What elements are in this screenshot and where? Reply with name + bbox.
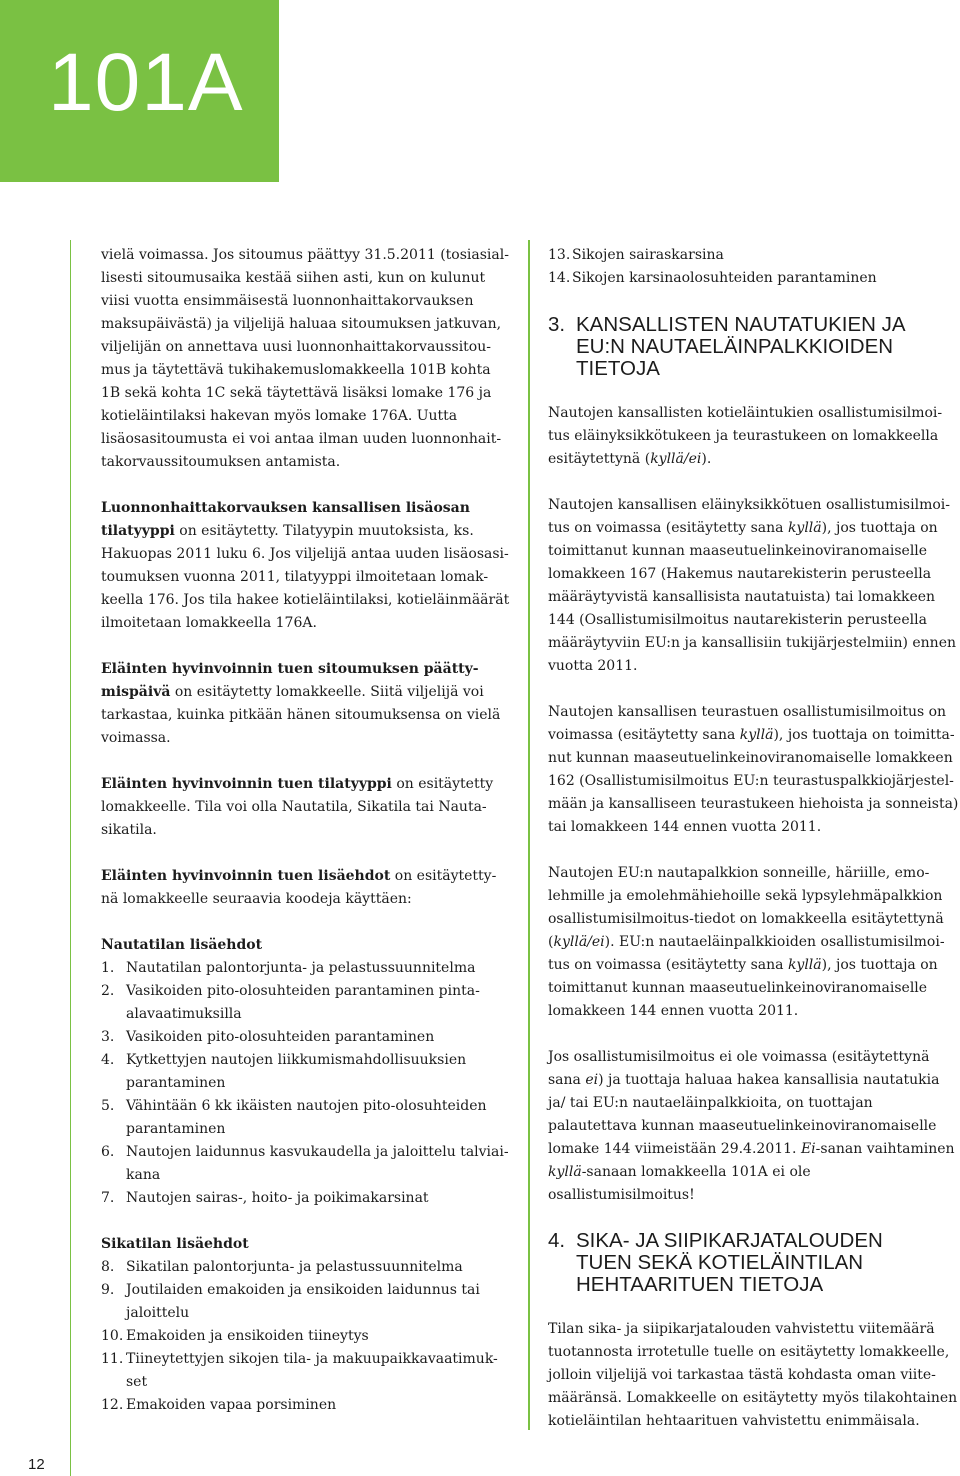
right-column (548, 244, 960, 1456)
item-text: Vasikoiden pito-olosuhteiden parantaminen pinta-alavaatimuksilla (126, 983, 480, 1022)
item-number: 13. (548, 247, 571, 263)
item-number: 6. (101, 1144, 115, 1160)
bold-term: Eläinten hyvinvoinnin tuen lisäehdot (101, 868, 391, 884)
form-code: 101A (48, 37, 244, 128)
italic-term: kyllä/ei (650, 451, 702, 467)
italic-term: kyllä/ei (553, 934, 605, 950)
section-number: 4. (548, 1229, 566, 1252)
item-text: Vähintään 6 kk ikäisten nautojen pito-olosuhteiden parantaminen (126, 1098, 487, 1137)
sikatila-heading: Sikatilan lisäehdot (101, 1236, 249, 1252)
item-text: Nautojen sairas-, hoito- ja poikimakarsinat (126, 1190, 429, 1206)
column-divider (528, 240, 530, 1430)
item-number: 4. (101, 1052, 115, 1068)
bold-term: Eläinten hyvinvoinnin tuen sitoumuksen päätty-mispäivä (101, 661, 479, 700)
heading-line: KANSALLISTEN NAUTATUKIEN JA (576, 313, 906, 336)
item-text: Nautatilan palontorjunta- ja pelastussuunnitelma (126, 960, 476, 976)
paragraph-sitoumus-paattymispaiva (101, 658, 513, 750)
page-number: 12 (28, 1456, 45, 1473)
paragraph-text: ), jos tuottaja on toimitta-nut kunnan maaseutuelinkeinoviranomaiselle lomakkeen 162 (Osallistumisilmoitus EU:n teurastuspalkkiojärjestel-mään ja kansalliseen teurastukeen hiehoista ja sonneista) tai lomakkeen 144 ennen vuotta 2011. (548, 727, 959, 835)
item-number: 12. (101, 1397, 124, 1413)
item-text: Emakoiden ja ensikoiden tiineytys (126, 1328, 369, 1344)
paragraph-text: Nautojen kansallisen teurastuen osallistumisilmoitus on voimassa (esitäytetty sana (548, 704, 947, 743)
paragraph-text: ). (701, 451, 712, 467)
paragraph-ei-voimassa (548, 1046, 960, 1207)
italic-term: ei (585, 1072, 599, 1088)
item-number: 5. (101, 1098, 115, 1114)
paragraph-viitemaara: Tilan sika- ja siipikarjatalouden vahvistettu viitemäärä tuotannosta irrotetulle tuelle on esitäytetty lomakkeelle, jolloin viljelijä voi tarkastaa tästä kohdasta oman viite-määränsä. Lomakkeelle on esitäytetty myös tilakohtainen kotieläintilan hehtaarituen vahvistettu enimmäisala. (548, 1321, 958, 1429)
heading-line: HEHTAARITUEN TIETOJA (576, 1273, 824, 1296)
nautatila-heading: Nautatilan lisäehdot (101, 937, 263, 953)
paragraph-intro: vielä voimassa. Jos sitoumus päättyy 31.5.2011 (tosiasial-lisesti sitoumusaika kestää siihen asti, kun on kulunut viisi vuotta ensimmäisestä luonnonhaittakorvauksen maksupäivästä) ja viljelijä haluaa sitoumuksen jatkuvan, viljelijän on annettava uusi luonnonhaittakorvaussitou-mus ja täytettävä tukihakemuslomakkeella 101B kohta 1B sekä kohta 1C sekä täytettävä lisäksi lomake 176 ja kotieläintilaksi hakevan myös lomake 176A. Uutta lisäosasitoumusta ei voi antaa ilman uuden luonnonhait-takorvaussitoumuksen antamista. (101, 247, 509, 470)
paragraph-text: ), jos tuottaja on toimittanut kunnan maaseutuelinkeinoviranomaiselle lomakkeen 144 ennen vuotta 2011. (548, 957, 938, 1019)
item-number: 7. (101, 1190, 115, 1206)
list-item (101, 1095, 513, 1141)
heading-line: TUEN SEKÄ KOTIELÄINTILAN (576, 1251, 864, 1274)
item-number: 10. (101, 1328, 124, 1344)
list-item (548, 244, 960, 267)
section-heading-3 (548, 314, 960, 380)
item-number: 14. (548, 270, 571, 286)
list-item (101, 980, 513, 1026)
paragraph-text: -sanan vaihtaminen (815, 1141, 955, 1157)
list-item (101, 1187, 513, 1210)
list-item (101, 1141, 513, 1187)
italic-term: kyllä (548, 1164, 582, 1180)
item-text: Kytkettyjen nautojen liikkumismahdollisuuksien parantaminen (126, 1052, 467, 1091)
paragraph-teurastuki (548, 701, 960, 839)
item-text: Nautojen laidunnus kasvukaudella ja jaloittelu talviai-kana (126, 1144, 509, 1183)
list-item (101, 1026, 513, 1049)
item-text: Joutilaiden emakoiden ja ensikoiden laidunnus tai jaloittelu (126, 1282, 480, 1321)
list-item (101, 1256, 513, 1279)
item-number: 1. (101, 960, 115, 976)
paragraph-text: Nautojen kansallisten kotieläintukien osallistumisilmoi-tus eläinyksikkötukeen ja teurastukeen on lomakkeella esitäytettynä ( (548, 405, 943, 467)
left-column (101, 244, 513, 1417)
paragraph-text: ) ja tuottaja haluaa hakea kansallisia nautatukia ja/ tai EU:n nautaeläinpalkkioita, on tuottajan palautettava kunnan maaseutuelinkeinoviranomaiselle lomake 144 viimeistään 29.4.2011. (548, 1072, 940, 1157)
item-text: Sikatilan palontorjunta- ja pelastussuunnitelma (126, 1259, 463, 1275)
margin-rule (70, 240, 71, 1476)
list-item (101, 1394, 513, 1417)
paragraph-tilatyyppi (101, 497, 513, 635)
item-number: 2. (101, 983, 115, 999)
paragraph-text: Nautojen EU:n nautapalkkion sonneille, häriille, emo-lehmille ja emolehmähiehoille sekä lypsylehmäpalkkion osallistumisilmoitus-tiedot on lomakkeella esitäytettynä ( (548, 865, 944, 950)
nautatila-list (101, 957, 513, 1210)
item-number: 3. (101, 1029, 115, 1045)
list-item (101, 1348, 513, 1394)
italic-term: kyllä (787, 520, 822, 536)
section-heading-4 (548, 1230, 960, 1296)
item-text: Emakoiden vapaa porsiminen (126, 1397, 337, 1413)
paragraph-text: on esitäytetty. Tilatyypin muutoksista, ks. Hakuopas 2011 luku 6. Jos viljelijä antaa uuden lisäosasi-toumuksen vuonna 2011, tilatyyppi ilmoitetaan lomak-keella 176. Jos tila hakee kotieläintilaksi, kotieläinmäärät ilmoitetaan lomakkeella 176A. (101, 523, 510, 631)
item-number: 8. (101, 1259, 115, 1275)
paragraph-text: ). EU:n nautaeläinpalkkioiden osallistumisilmoi-tus on voimassa (esitäytetty sana (548, 934, 945, 973)
bold-term: Luonnonhaittakorvauksen kansallisen lisäosan tilatyyppi (101, 500, 470, 539)
paragraph-text: on esitäytetty lomakkeelle. Siitä viljelijä voi tarkastaa, kuinka pitkään hänen sitoumuksensa on vielä voimassa. (101, 684, 501, 746)
sikatila-list-continued (548, 244, 960, 290)
paragraph-nautapalkkio (548, 862, 960, 1023)
paragraph-text: on esitäytetty-nä lomakkeelle seuraavia koodeja käyttäen: (101, 868, 497, 907)
item-text: Sikojen sairaskarsina (572, 247, 724, 263)
italic-term: Ei (800, 1141, 816, 1157)
item-text: Tiineytettyjen sikojen tila- ja makuupaikkavaatimuk-set (126, 1351, 498, 1390)
paragraph-text: Jos osallistumisilmoitus ei ole voimassa (esitäytettynä sana (548, 1049, 930, 1088)
section-number: 3. (548, 313, 566, 336)
list-item (101, 957, 513, 980)
paragraph-text: -sanaan lomakkeella 101A ei ole osallistumisilmoitus! (548, 1164, 811, 1203)
paragraph-osallistumisilmoitus (548, 402, 960, 471)
paragraph-text: ), jos tuottaja on toimittanut kunnan maaseutuelinkeinoviranomaiselle lomakkeen 167 (Hakemus nautarekisterin perusteella määräytyvistä kansallisista nautatuista) tai lomakkeen 144 (Osallistumisilmoitus nautarekisterin perusteella määräytyviin EU:n ja kansallisiin tukijärjestelmiin) ennen vuotta 2011. (548, 520, 957, 674)
paragraph-text: Nautojen kansallisen eläinyksikkötuen osallistumisilmoi-tus on voimassa (esitäytetty sana (548, 497, 950, 536)
form-code-banner (0, 0, 279, 182)
item-text: Vasikoiden pito-olosuhteiden parantaminen (126, 1029, 435, 1045)
list-item (101, 1279, 513, 1325)
item-text: Sikojen karsinaolosuhteiden parantaminen (572, 270, 877, 286)
item-number: 9. (101, 1282, 115, 1298)
heading-line: EU:N NAUTAELÄINPALKKIOIDEN (576, 335, 894, 358)
sikatila-list (101, 1256, 513, 1417)
list-item (101, 1325, 513, 1348)
list-item (548, 267, 960, 290)
heading-line: SIKA- JA SIIPIKARJATALOUDEN (576, 1229, 883, 1252)
italic-term: kyllä (787, 957, 822, 973)
paragraph-lisaehdot (101, 865, 513, 911)
paragraph-text: on esitäytetty lomakkeelle. Tila voi olla Nautatila, Sikatila tai Nauta-sikatila. (101, 776, 494, 838)
italic-term: kyllä (739, 727, 774, 743)
heading-line: TIETOJA (576, 357, 660, 380)
list-item (101, 1049, 513, 1095)
bold-term: Eläinten hyvinvoinnin tuen tilatyyppi (101, 776, 392, 792)
paragraph-hyvinvointi-tilatyyppi (101, 773, 513, 842)
paragraph-elainyksikkotuki (548, 494, 960, 678)
item-number: 11. (101, 1351, 124, 1367)
